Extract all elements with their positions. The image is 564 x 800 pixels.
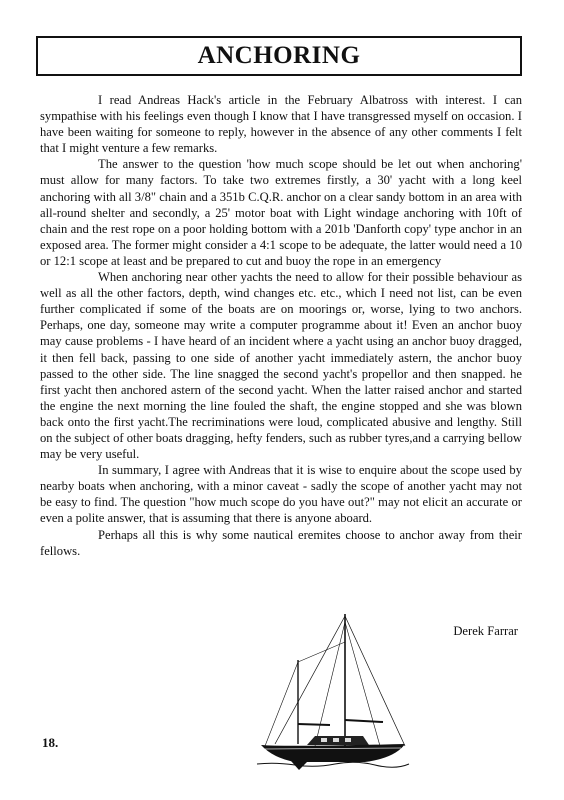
paragraph-2: The answer to the question 'how much scope should be let out when anchoring' must allow for many factors. To take two extremes firstly, a 30' yacht with a long keel anchoring with all 3/8" chain and a 351b C.Q.R. anchor on a clear sandy bottom in an area with all-round shelter and secondly, a 25' motor boat with Light windage anchoring with 10ft of chain and the rest rope on a poor holding bottom with a 201b 'Danforth copy' type anchor in an exposed area. The former might consider a 4:1 scope to be adequate, the latter would need a 10 or 12:1 scope at least and be prepared to cut and buoy the rope in an emergency [40, 157, 522, 268]
author-signature: Derek Farrar [453, 624, 518, 638]
sailboat-illustration [255, 612, 410, 772]
paragraph-4: In summary, I agree with Andreas that it is wise to enquire about the scope used by nearby boats when anchoring, with a minor caveat - sadly the scope of another yacht may not be easy to find. The question "how much scope do you have out?" may not elicit an accurate or even a polite answer, that is assuming that there is anyone aboard. [40, 463, 522, 526]
paragraph-3: When anchoring near other yachts the need to allow for their possible behaviour as well as all the other factors, depth, wind changes etc. etc., which I need not list, can be even further complicated if some of the boats are on moorings or, worse, lying to two anchors. Perhaps, one day, someone may write a computer programme about it! Even an anchor buoy may cause problems - I have heard of an incident where a yacht using an anchor buoy dragged, it then fell back, passing to one side of another yacht immediately astern, the anchor buoy passed to the other side. The line snagged the second yacht's propellor and then snapped. he first yacht then anchored astern of the second yacht. When the latter raised anchor and started the engine the next morning the line fouled the shaft, the engine stopped and she was blown back onto the first yacht.The recriminations were loud, complicated abusive and lengthy. Still on the subject of other boats dragging, hefty fenders, such as rubber tyres,and a carrying bellow may be very useful. [40, 270, 522, 462]
paragraph-1: I read Andreas Hack's article in the February Albatross with interest. I can sympathise with his feelings even though I know that I have transgressed myself on occasion. I have been waiting for someone to reply, however in the absence of any other comments I felt that I might venture a few remarks. [40, 93, 522, 156]
title-box [36, 36, 522, 76]
page-number: 18. [42, 735, 59, 750]
paragraph-5: Perhaps all this is why some nautical eremites choose to anchor away from their fellows. [40, 527, 522, 558]
article-body [40, 92, 522, 559]
page-title: ANCHORING [197, 42, 361, 69]
